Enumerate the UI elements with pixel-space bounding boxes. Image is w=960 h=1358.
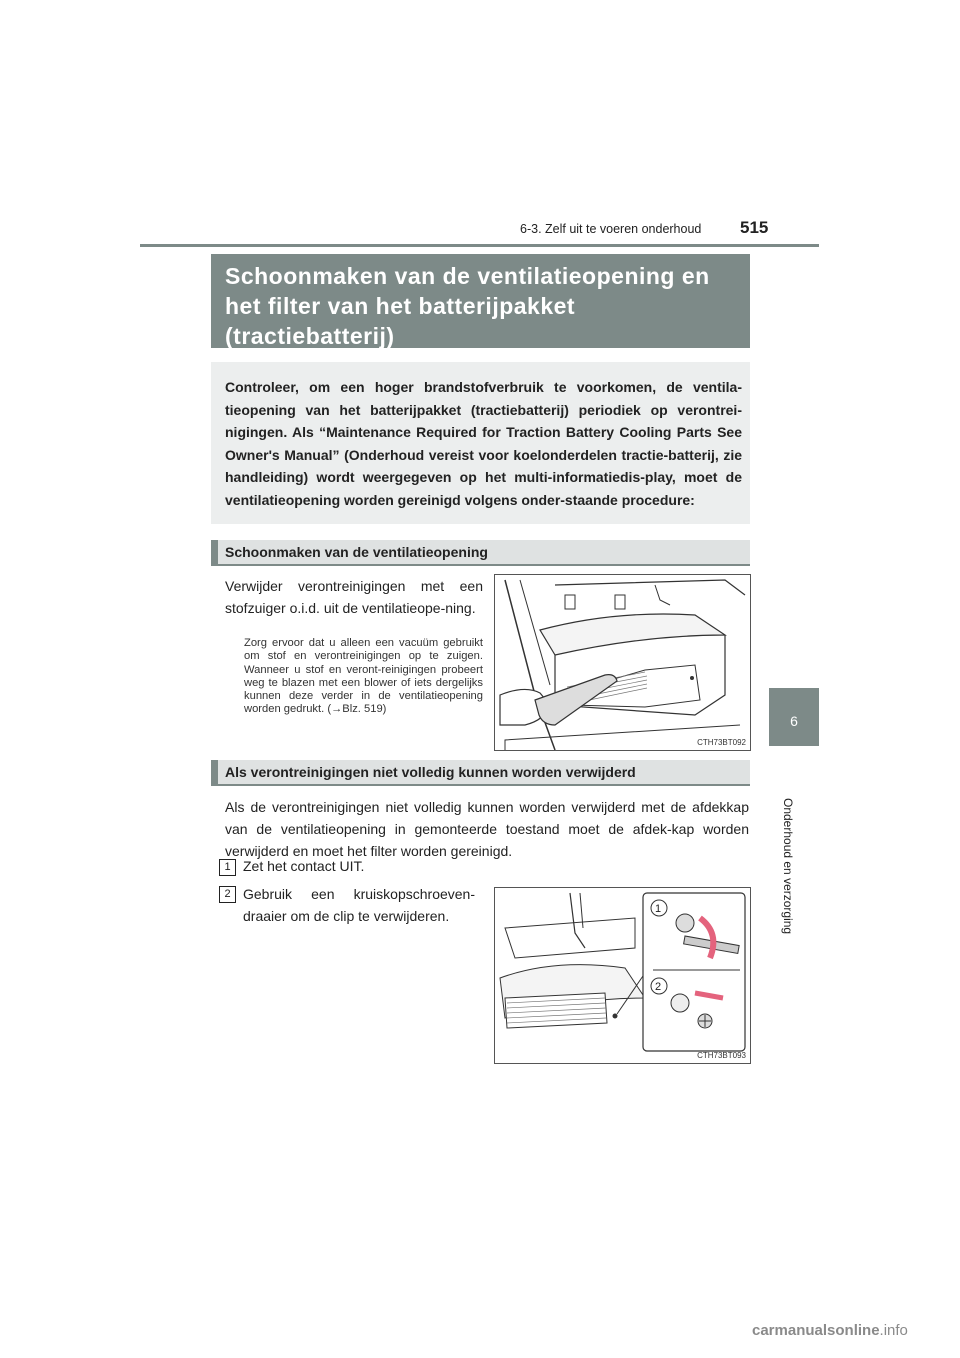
step-text-2: Gebruik een kruiskopschroeven-draaier om de clip te verwijderen.: [243, 886, 475, 924]
figure-clip-removal: [494, 887, 751, 1064]
cleaning-note: Zorg ervoor dat u alleen een vacuüm gebruikt om stof en verontreinigingen op te zuigen. Wanneer u stof en veront-reinigingen probeert weg te blazen met een blower of iets dergelijks kunnen deze verder in de ventilatieopening worden gedrukt. (→Blz. 519): [244, 637, 483, 716]
running-head: 6-3. Zelf uit te voeren onderhoud: [520, 222, 702, 236]
vacuum-vent-illustration: [495, 575, 750, 750]
intro-box: [211, 362, 750, 524]
watermark: [752, 1322, 908, 1339]
header-rule: [140, 244, 819, 247]
filter-instruction: Als de verontreinigingen niet volledig kunnen worden verwijderd met de afdekkap van de ventilatieopening in gemonteerde toestand moet de afdek-kap worden verwijderd en moet het filter worden gereinigd.: [225, 799, 749, 859]
intro-text: Controleer, om een hoger brandstofverbruik te voorkomen, de ventila-tieopening van het batterijpakket (tractiebatterij) periodiek op verontrei-nigingen. Als “Maintenance Required for Traction Battery Cooling Parts See Owner's Manual” (Onderhoud vereist voor koelonderdelen tractie-batterij, zie handleiding) wordt weergegeven op het multi-informatiedis-play, moet de ventilatieopening worden gereinigd volgens onder-staande procedure:: [225, 379, 742, 508]
section-title-line-3: (tractiebatterij): [225, 323, 395, 349]
page-number: 515: [740, 218, 769, 237]
figure-code: CTH73BT092: [697, 738, 746, 747]
section-title-box: [211, 254, 750, 348]
subsection-heading-filter: [211, 760, 750, 786]
figure-vacuum-vent: [494, 574, 751, 751]
watermark-brand: carmanualsonline: [752, 1322, 880, 1339]
section-title-line-2: het filter van het batterijpakket: [225, 293, 576, 319]
chapter-label: Onderhoud en verzorging: [781, 798, 795, 935]
callout-2: 2: [655, 981, 662, 993]
callout-1: 1: [655, 903, 662, 915]
step-number-1: 1: [219, 859, 236, 876]
subsection-heading-text: Als verontreinigingen niet volledig kunnen worden verwijderd: [225, 764, 636, 780]
figure-code: CTH73BT093: [697, 1051, 746, 1060]
subsection-heading-cleaning: [211, 540, 750, 566]
clip-removal-illustration: [495, 888, 750, 1063]
subsection-heading-text: Schoonmaken van de ventilatieopening: [225, 544, 488, 560]
cleaning-instruction: Verwijder verontreinigingen met een stofzuiger o.i.d. uit de ventilatieope-ning.: [225, 578, 483, 616]
heading-bar: [211, 760, 218, 784]
step-number-2: 2: [219, 886, 236, 903]
heading-bar: [211, 540, 218, 564]
watermark-suffix: .info: [879, 1322, 908, 1339]
chapter-number: 6: [790, 713, 798, 729]
step-text-1: Zet het contact UIT.: [243, 858, 365, 874]
section-title-line-1: Schoonmaken van de ventilatieopening en: [225, 263, 710, 289]
